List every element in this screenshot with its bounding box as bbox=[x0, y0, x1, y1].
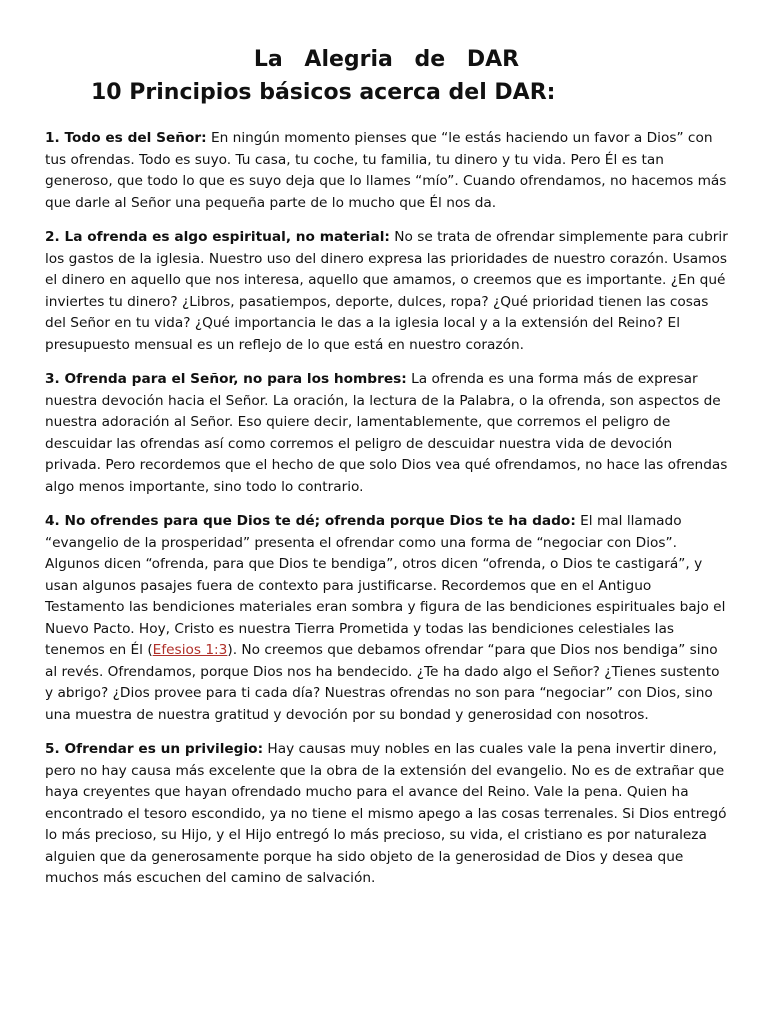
principle-5 bbox=[45, 739, 728, 890]
principle-heading: 5. Ofrendar es un privilegio: bbox=[45, 741, 264, 757]
principle-text: No se trata de ofrendar simplemente para cubrir los gastos de la iglesia. Nuestro uso del dinero expresa las prioridades de nuestro corazón. Usamos el dinero en aquello que nos interesa, aquello que amamos, o creemos que es importante. ¿En qué inviertes tu dinero? ¿Libros, pasatiempos, deporte, dulces, ropa? ¿Qué prioridad tienen las cosas del Señor en tu vida? ¿Qué importancia le das a la iglesia local y a la extensión del Reino? El presupuesto mensual es un reflejo de lo que está en nuestro corazón. bbox=[45, 229, 728, 353]
principle-heading: 4. No ofrendes para que Dios te dé; ofrenda porque Dios te ha dado: bbox=[45, 513, 576, 529]
principle-heading: 2. La ofrenda es algo espiritual, no material: bbox=[45, 229, 390, 245]
document-title: La Alegria de DAR bbox=[253, 47, 520, 72]
principle-text: ). No creemos que debamos ofrendar “para que Dios nos bendiga” sino al revés. Ofrendamos, porque Dios nos ha bendecido. ¿Te ha dado algo el Señor? ¿Tienes sustento y abrigo? ¿Dios provee para ti cada día? Nuestras ofrendas no son para “negociar” con Dios, sino una muestra de nuestra gratitud y devoción por su bondad y generosidad con nosotros. bbox=[45, 642, 720, 723]
principle-4 bbox=[45, 511, 728, 726]
principle-text: La ofrenda es una forma más de expresar nuestra devoción hacia el Señor. La oración, la lectura de la Palabra, o la ofrenda, son aspectos de nuestra adoración al Señor. Eso quiere decir, lamentablemente, que corremos el peligro de descuidar las ofrendas así como corremos el peligro de descuidar nuestra vida de devoción privada. Pero recordemos que el hecho de que solo Dios vea qué ofrendamos, no hace las ofrendas algo menos importante, sino todo lo contrario. bbox=[45, 371, 728, 495]
principle-text: En ningún momento pienses que “le estás haciendo un favor a Dios” con tus ofrendas. Todo es suyo. Tu casa, tu coche, tu familia, tu dinero y tu vida. Pero Él es tan generoso, que todo lo que es suyo deja que lo llames “mío”. Cuando ofrendamos, no hacemos más que darle al Señor una pequeña parte de lo mucho que Él nos da. bbox=[45, 130, 727, 211]
principle-text: Hay causas muy nobles en las cuales vale la pena invertir dinero, pero no hay causa más excelente que la obra de la extensión del evangelio. No es de extrañar que haya creyentes que hayan ofrendado mucho para el avance del Reino. Vale la pena. Quien ha encontrado el tesoro escondido, ya no tiene el mismo apego a las cosas terrenales. Si Dios entregó lo más precioso, su Hijo, y el Hijo entregó lo más precioso, su vida, el cristiano es por naturaleza alguien que da generosamente porque ha sido objeto de la generosidad de Dios y desea que muchos más escuchen del camino de salvación. bbox=[45, 741, 727, 886]
scripture-link[interactable]: Efesios 1:3 bbox=[152, 642, 228, 658]
document-subtitle: 10 Principios básicos acerca del DAR: bbox=[91, 80, 556, 105]
principle-3 bbox=[45, 369, 728, 498]
principle-1 bbox=[45, 128, 728, 214]
principle-text: El mal llamado “evangelio de la prosperidad” presenta el ofrendar como una forma de “negociar con Dios”. Algunos dicen “ofrenda, para que Dios te bendiga”, otros dicen “ofrenda, o Dios te castigará”, y usan algunos pasajes fuera de contexto para justificarse. Recordemos que en el Antiguo Testamento las bendiciones materiales eran sombra y figura de las bendiciones espirituales bajo el Nuevo Pacto. Hoy, Cristo es nuestra Tierra Prometida y todas las bendiciones celestiales las tenemos en Él ( bbox=[45, 513, 726, 658]
principle-heading: 1. Todo es del Señor: bbox=[45, 130, 207, 146]
principle-heading: 3. Ofrenda para el Señor, no para los hombres: bbox=[45, 371, 407, 387]
principle-2 bbox=[45, 227, 728, 356]
